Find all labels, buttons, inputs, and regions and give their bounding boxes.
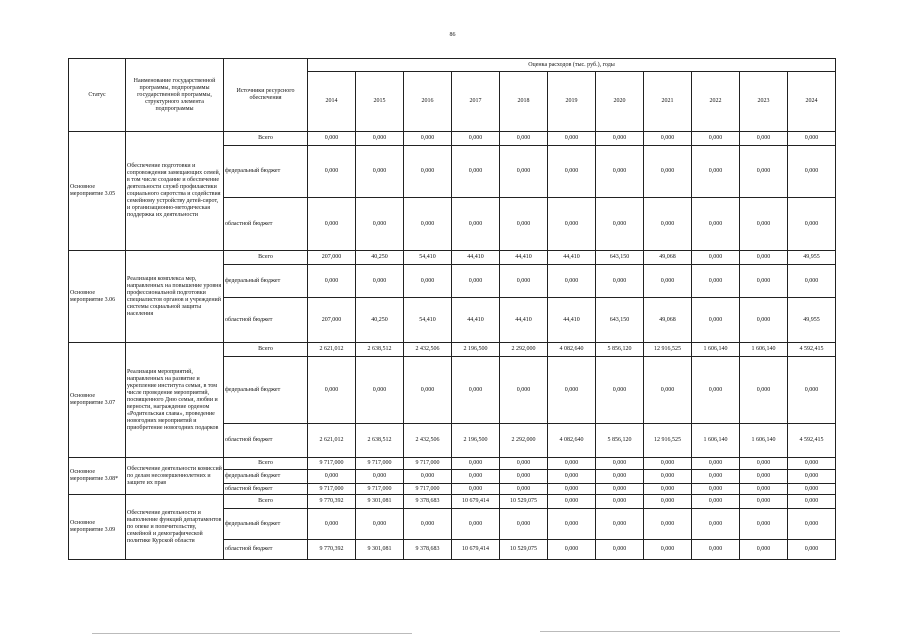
value-cell: 1 606,140 bbox=[692, 343, 740, 357]
value-cell: 0,000 bbox=[548, 198, 596, 251]
value-cell: 0,000 bbox=[740, 251, 788, 265]
value-cell: 0,000 bbox=[788, 458, 836, 470]
value-cell: 0,000 bbox=[644, 484, 692, 495]
value-cell: 9 717,000 bbox=[356, 458, 404, 470]
value-cell: 0,000 bbox=[452, 265, 500, 298]
value-cell: 9 301,081 bbox=[356, 495, 404, 509]
value-cell: 40,250 bbox=[356, 251, 404, 265]
value-cell: 207,000 bbox=[308, 251, 356, 265]
table-row bbox=[69, 132, 836, 146]
value-cell: 0,000 bbox=[596, 470, 644, 484]
value-cell: 0,000 bbox=[596, 509, 644, 540]
funding-source-cell: федеральный бюджет bbox=[224, 509, 308, 540]
value-cell: 0,000 bbox=[548, 484, 596, 495]
value-cell: 0,000 bbox=[356, 146, 404, 198]
value-cell: 0,000 bbox=[692, 509, 740, 540]
value-cell: 0,000 bbox=[692, 298, 740, 343]
status-cell: Основное мероприятие 3.07 bbox=[69, 343, 126, 458]
value-cell: 40,250 bbox=[356, 298, 404, 343]
value-cell: 0,000 bbox=[308, 470, 356, 484]
value-cell: 0,000 bbox=[404, 146, 452, 198]
value-cell: 2 292,000 bbox=[500, 343, 548, 357]
value-cell: 12 916,525 bbox=[644, 424, 692, 458]
value-cell: 44,410 bbox=[548, 251, 596, 265]
program-name-cell: Реализация мероприятий, направленных на развитие и укрепление института семьи, в том числе проведение мероприятий, посвященного Дню семьи, любви и верности, награждение орденом «Родительская слава», проведение новогодних мероприятий и приобретение новогодних подарков bbox=[126, 343, 224, 458]
value-cell: 0,000 bbox=[452, 509, 500, 540]
value-cell: 0,000 bbox=[644, 198, 692, 251]
value-cell: 0,000 bbox=[548, 495, 596, 509]
funding-source-cell: Всего bbox=[224, 132, 308, 146]
value-cell: 0,000 bbox=[308, 509, 356, 540]
value-cell: 9 770,392 bbox=[308, 540, 356, 560]
table-row bbox=[69, 495, 836, 509]
value-cell: 0,000 bbox=[692, 458, 740, 470]
value-cell: 2 432,506 bbox=[404, 424, 452, 458]
funding-source-cell: областной бюджет bbox=[224, 540, 308, 560]
header-year: 2018 bbox=[500, 72, 548, 132]
value-cell: 9 301,081 bbox=[356, 540, 404, 560]
value-cell: 0,000 bbox=[356, 198, 404, 251]
value-cell: 9 717,000 bbox=[404, 484, 452, 495]
value-cell: 0,000 bbox=[596, 146, 644, 198]
value-cell: 44,410 bbox=[500, 251, 548, 265]
value-cell: 0,000 bbox=[404, 357, 452, 424]
value-cell: 0,000 bbox=[740, 298, 788, 343]
value-cell: 0,000 bbox=[692, 146, 740, 198]
value-cell: 0,000 bbox=[692, 265, 740, 298]
value-cell: 44,410 bbox=[500, 298, 548, 343]
funding-source-cell: Всего bbox=[224, 343, 308, 357]
header-year: 2014 bbox=[308, 72, 356, 132]
value-cell: 44,410 bbox=[452, 298, 500, 343]
value-cell: 0,000 bbox=[788, 198, 836, 251]
page-number: 86 bbox=[449, 32, 456, 38]
value-cell: 0,000 bbox=[692, 470, 740, 484]
value-cell: 0,000 bbox=[740, 132, 788, 146]
status-cell: Основное мероприятие 3.05 bbox=[69, 132, 126, 251]
value-cell: 0,000 bbox=[692, 484, 740, 495]
value-cell: 0,000 bbox=[452, 198, 500, 251]
value-cell: 0,000 bbox=[644, 495, 692, 509]
header-cost-group: Оценка расходов (тыс. руб.), годы bbox=[308, 59, 836, 72]
value-cell: 10 679,414 bbox=[452, 540, 500, 560]
value-cell: 207,000 bbox=[308, 298, 356, 343]
status-cell: Основное мероприятие 3.08* bbox=[69, 458, 126, 495]
value-cell: 0,000 bbox=[356, 509, 404, 540]
value-cell: 0,000 bbox=[356, 132, 404, 146]
table-row bbox=[69, 343, 836, 357]
table-header bbox=[69, 59, 836, 132]
value-cell: 0,000 bbox=[596, 198, 644, 251]
funding-source-cell: областной бюджет bbox=[224, 198, 308, 251]
value-cell: 0,000 bbox=[740, 458, 788, 470]
value-cell: 0,000 bbox=[452, 357, 500, 424]
value-cell: 44,410 bbox=[548, 298, 596, 343]
value-cell: 643,150 bbox=[596, 251, 644, 265]
value-cell: 10 679,414 bbox=[452, 495, 500, 509]
value-cell: 0,000 bbox=[404, 132, 452, 146]
value-cell: 0,000 bbox=[548, 540, 596, 560]
value-cell: 1 606,140 bbox=[692, 424, 740, 458]
program-name-cell: Обеспечение деятельности и выполнение функций департаментов по опеке и попечительству, семейной и демографической политике Курской области bbox=[126, 495, 224, 560]
value-cell: 0,000 bbox=[644, 540, 692, 560]
value-cell: 0,000 bbox=[740, 484, 788, 495]
table-row bbox=[69, 458, 836, 470]
funding-source-cell: федеральный бюджет bbox=[224, 146, 308, 198]
table-row bbox=[69, 251, 836, 265]
value-cell: 49,955 bbox=[788, 298, 836, 343]
funding-source-cell: областной бюджет bbox=[224, 298, 308, 343]
value-cell: 10 529,075 bbox=[500, 495, 548, 509]
budget-table bbox=[68, 58, 836, 560]
value-cell: 0,000 bbox=[644, 458, 692, 470]
value-cell: 0,000 bbox=[596, 484, 644, 495]
header-year: 2015 bbox=[356, 72, 404, 132]
value-cell: 9 717,000 bbox=[308, 458, 356, 470]
value-cell: 5 856,120 bbox=[596, 424, 644, 458]
value-cell: 1 606,140 bbox=[740, 343, 788, 357]
value-cell: 0,000 bbox=[356, 470, 404, 484]
value-cell: 2 638,512 bbox=[356, 343, 404, 357]
value-cell: 0,000 bbox=[500, 357, 548, 424]
value-cell: 0,000 bbox=[692, 357, 740, 424]
value-cell: 4 082,640 bbox=[548, 424, 596, 458]
header-sources: Источники ресурсного обеспечения bbox=[224, 59, 308, 132]
value-cell: 0,000 bbox=[788, 495, 836, 509]
status-cell: Основное мероприятие 3.06 bbox=[69, 251, 126, 343]
value-cell: 0,000 bbox=[452, 484, 500, 495]
funding-source-cell: областной бюджет bbox=[224, 424, 308, 458]
funding-source-cell: Всего bbox=[224, 251, 308, 265]
value-cell: 0,000 bbox=[644, 146, 692, 198]
value-cell: 0,000 bbox=[644, 132, 692, 146]
value-cell: 9 717,000 bbox=[404, 458, 452, 470]
header-year: 2017 bbox=[452, 72, 500, 132]
funding-source-cell: федеральный бюджет bbox=[224, 265, 308, 298]
value-cell: 0,000 bbox=[548, 146, 596, 198]
value-cell: 0,000 bbox=[452, 470, 500, 484]
value-cell: 44,410 bbox=[452, 251, 500, 265]
value-cell: 9 378,683 bbox=[404, 540, 452, 560]
status-cell: Основное мероприятие 3.09 bbox=[69, 495, 126, 560]
value-cell: 0,000 bbox=[500, 132, 548, 146]
value-cell: 0,000 bbox=[548, 470, 596, 484]
value-cell: 0,000 bbox=[500, 265, 548, 298]
value-cell: 0,000 bbox=[548, 357, 596, 424]
value-cell: 4 082,640 bbox=[548, 343, 596, 357]
scan-artifact bbox=[92, 633, 412, 634]
value-cell: 5 856,120 bbox=[596, 343, 644, 357]
value-cell: 0,000 bbox=[692, 540, 740, 560]
value-cell: 0,000 bbox=[404, 198, 452, 251]
value-cell: 0,000 bbox=[596, 540, 644, 560]
value-cell: 54,410 bbox=[404, 251, 452, 265]
value-cell: 2 621,012 bbox=[308, 424, 356, 458]
value-cell: 2 196,500 bbox=[452, 343, 500, 357]
value-cell: 0,000 bbox=[692, 495, 740, 509]
value-cell: 0,000 bbox=[356, 265, 404, 298]
scan-artifact bbox=[540, 631, 840, 632]
header-year: 2019 bbox=[548, 72, 596, 132]
value-cell: 0,000 bbox=[644, 509, 692, 540]
value-cell: 0,000 bbox=[500, 509, 548, 540]
value-cell: 0,000 bbox=[788, 509, 836, 540]
value-cell: 0,000 bbox=[740, 540, 788, 560]
value-cell: 54,410 bbox=[404, 298, 452, 343]
value-cell: 0,000 bbox=[308, 198, 356, 251]
value-cell: 2 638,512 bbox=[356, 424, 404, 458]
value-cell: 0,000 bbox=[356, 357, 404, 424]
value-cell: 9 717,000 bbox=[308, 484, 356, 495]
value-cell: 0,000 bbox=[692, 251, 740, 265]
value-cell: 0,000 bbox=[404, 470, 452, 484]
header-year: 2023 bbox=[740, 72, 788, 132]
value-cell: 2 432,506 bbox=[404, 343, 452, 357]
value-cell: 4 592,415 bbox=[788, 424, 836, 458]
funding-source-cell: областной бюджет bbox=[224, 484, 308, 495]
value-cell: 0,000 bbox=[692, 132, 740, 146]
funding-source-cell: федеральный бюджет bbox=[224, 357, 308, 424]
header-year: 2020 bbox=[596, 72, 644, 132]
value-cell: 2 292,000 bbox=[500, 424, 548, 458]
value-cell: 0,000 bbox=[596, 458, 644, 470]
value-cell: 0,000 bbox=[788, 484, 836, 495]
value-cell: 0,000 bbox=[596, 265, 644, 298]
value-cell: 0,000 bbox=[404, 265, 452, 298]
value-cell: 0,000 bbox=[404, 509, 452, 540]
value-cell: 0,000 bbox=[500, 484, 548, 495]
value-cell: 0,000 bbox=[788, 132, 836, 146]
value-cell: 0,000 bbox=[740, 495, 788, 509]
value-cell: 49,068 bbox=[644, 298, 692, 343]
value-cell: 0,000 bbox=[644, 357, 692, 424]
value-cell: 9 770,392 bbox=[308, 495, 356, 509]
value-cell: 1 606,140 bbox=[740, 424, 788, 458]
funding-source-cell: федеральный бюджет bbox=[224, 470, 308, 484]
value-cell: 0,000 bbox=[740, 357, 788, 424]
value-cell: 0,000 bbox=[500, 470, 548, 484]
value-cell: 0,000 bbox=[452, 132, 500, 146]
value-cell: 0,000 bbox=[740, 265, 788, 298]
value-cell: 0,000 bbox=[452, 146, 500, 198]
value-cell: 0,000 bbox=[788, 470, 836, 484]
value-cell: 49,955 bbox=[788, 251, 836, 265]
header-name: Наименование государственной программы, подпрограммы государственной программы, структурного элемента подпрограммы bbox=[126, 59, 224, 132]
value-cell: 0,000 bbox=[500, 458, 548, 470]
funding-source-cell: Всего bbox=[224, 495, 308, 509]
value-cell: 0,000 bbox=[596, 495, 644, 509]
program-name-cell: Обеспечение подготовки и сопровождения замещающих семей, в том числе создание и обеспечение деятельности служб профилактики социального сиротства и содействия семейному устройству детей-сирот, и организационно-методическая поддержка их деятельности bbox=[126, 132, 224, 251]
value-cell: 0,000 bbox=[788, 265, 836, 298]
value-cell: 0,000 bbox=[740, 198, 788, 251]
value-cell: 0,000 bbox=[644, 470, 692, 484]
program-name-cell: Реализация комплекса мер, направленных на повышение уровня профессиональной подготовки специалистов органов и учреждений системы социальной защиты населения bbox=[126, 251, 224, 343]
value-cell: 0,000 bbox=[308, 146, 356, 198]
value-cell: 0,000 bbox=[548, 509, 596, 540]
value-cell: 0,000 bbox=[500, 146, 548, 198]
value-cell: 0,000 bbox=[596, 132, 644, 146]
value-cell: 0,000 bbox=[548, 132, 596, 146]
value-cell: 0,000 bbox=[740, 146, 788, 198]
value-cell: 0,000 bbox=[308, 265, 356, 298]
value-cell: 4 592,415 bbox=[788, 343, 836, 357]
value-cell: 0,000 bbox=[308, 357, 356, 424]
value-cell: 0,000 bbox=[788, 540, 836, 560]
header-year: 2016 bbox=[404, 72, 452, 132]
value-cell: 0,000 bbox=[788, 357, 836, 424]
header-year: 2024 bbox=[788, 72, 836, 132]
value-cell: 0,000 bbox=[548, 458, 596, 470]
value-cell: 0,000 bbox=[548, 265, 596, 298]
header-year: 2022 bbox=[692, 72, 740, 132]
value-cell: 0,000 bbox=[644, 265, 692, 298]
value-cell: 2 196,500 bbox=[452, 424, 500, 458]
header-status: Статус bbox=[69, 59, 126, 132]
value-cell: 0,000 bbox=[452, 458, 500, 470]
value-cell: 0,000 bbox=[308, 132, 356, 146]
value-cell: 9 717,000 bbox=[356, 484, 404, 495]
value-cell: 12 916,525 bbox=[644, 343, 692, 357]
value-cell: 0,000 bbox=[788, 146, 836, 198]
value-cell: 2 621,012 bbox=[308, 343, 356, 357]
header-year: 2021 bbox=[644, 72, 692, 132]
value-cell: 0,000 bbox=[740, 470, 788, 484]
value-cell: 0,000 bbox=[596, 357, 644, 424]
value-cell: 0,000 bbox=[500, 198, 548, 251]
table-body bbox=[69, 132, 836, 560]
value-cell: 9 378,683 bbox=[404, 495, 452, 509]
value-cell: 10 529,075 bbox=[500, 540, 548, 560]
value-cell: 49,068 bbox=[644, 251, 692, 265]
value-cell: 0,000 bbox=[740, 509, 788, 540]
program-name-cell: Обеспечение деятельности комиссий по делам несовершеннолетних и защите их прав bbox=[126, 458, 224, 495]
value-cell: 0,000 bbox=[692, 198, 740, 251]
value-cell: 643,150 bbox=[596, 298, 644, 343]
funding-source-cell: Всего bbox=[224, 458, 308, 470]
